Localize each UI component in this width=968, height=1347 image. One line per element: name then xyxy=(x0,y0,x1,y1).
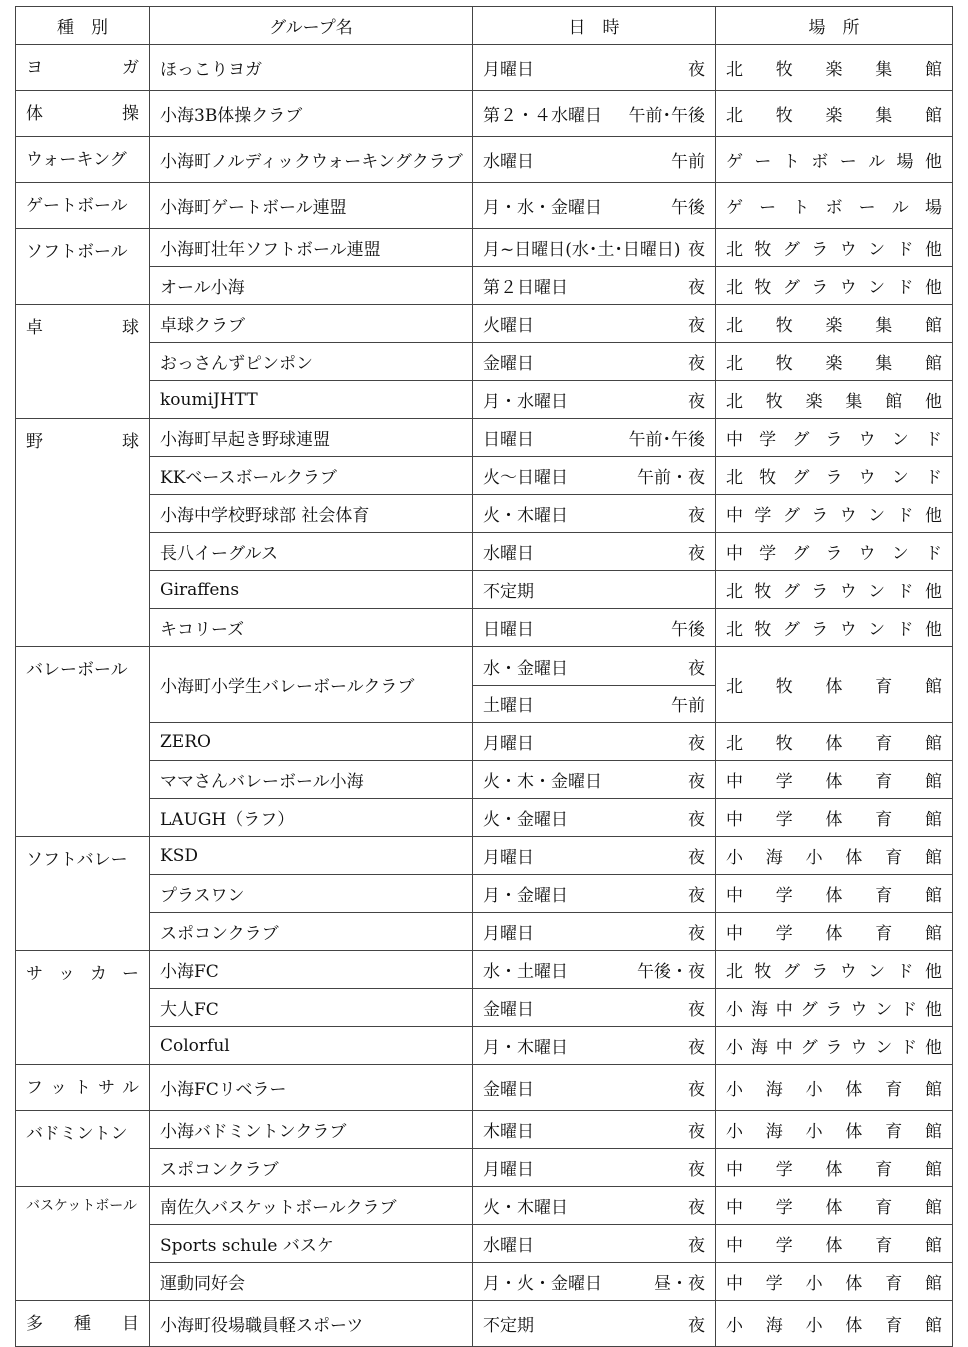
datetime-cell xyxy=(473,609,716,647)
datetime-cell xyxy=(473,1149,716,1187)
place-cell xyxy=(716,951,953,989)
place-label: 小 海 小 体 育 館 xyxy=(726,848,942,868)
place-label: 中 学 グ ラ ウ ン ド 他 xyxy=(726,506,942,526)
group-name-cell: 小海町ノルディックウォーキングクラブ xyxy=(150,137,473,183)
category-label: ゲートボール xyxy=(26,196,128,216)
category-cell xyxy=(16,647,150,837)
day-text: 不定期 xyxy=(483,582,534,602)
category-cell xyxy=(16,183,150,229)
category-cell xyxy=(16,1111,150,1187)
datetime-cell xyxy=(473,457,716,495)
place-cell xyxy=(716,723,953,761)
table-row xyxy=(16,533,953,571)
datetime-cell xyxy=(473,183,716,229)
datetime-cell xyxy=(473,1225,716,1263)
place-cell xyxy=(716,1027,953,1065)
datetime-cell xyxy=(473,1263,716,1301)
group-name-cell: オール小海 xyxy=(150,267,473,305)
day-text: 木曜日 xyxy=(483,1122,534,1142)
place-cell xyxy=(716,91,953,137)
place-cell xyxy=(716,267,953,305)
group-name-cell: LAUGH（ラフ） xyxy=(150,799,473,837)
datetime-cell xyxy=(473,381,716,419)
day-text: 火・木・金曜日 xyxy=(483,772,602,792)
datetime-cell xyxy=(473,305,716,343)
place-label: 中 学 体 育 館 xyxy=(726,924,942,944)
place-label: 北 牧 グ ラ ウ ン ド xyxy=(726,468,942,488)
table-body xyxy=(16,45,953,1347)
day-text: 第２日曜日 xyxy=(483,278,568,298)
place-cell xyxy=(716,1111,953,1149)
group-name-cell: 小海町役場職員軽スポーツ xyxy=(150,1301,473,1347)
place-cell xyxy=(716,799,953,837)
place-label: 北 牧 グ ラ ウ ン ド 他 xyxy=(726,620,942,640)
datetime-cell xyxy=(473,343,716,381)
time-text: 夜 xyxy=(688,772,705,792)
datetime-cell xyxy=(473,1065,716,1111)
time-text: 夜 xyxy=(688,240,705,260)
place-label: 中 学 体 育 館 xyxy=(726,1160,942,1180)
day-text: 土曜日 xyxy=(483,696,534,716)
category-label: バレーボール xyxy=(26,660,128,680)
time-text: 午後・夜 xyxy=(637,962,705,982)
category-cell xyxy=(16,837,150,951)
time-text: 午後 xyxy=(671,620,705,640)
category-label: ソフトバレー xyxy=(26,850,128,870)
day-text: 月・火・金曜日 xyxy=(483,1274,602,1294)
category-cell xyxy=(16,1301,150,1347)
place-cell xyxy=(716,183,953,229)
place-label: 北 牧 楽 集 館 xyxy=(726,106,942,126)
time-text: 夜 xyxy=(688,1236,705,1256)
day-text: 水曜日 xyxy=(483,544,534,564)
time-text: 夜 xyxy=(688,1000,705,1020)
category-label: 多 種 目 xyxy=(26,1314,139,1334)
day-text: 月曜日 xyxy=(483,734,534,754)
table-row xyxy=(16,495,953,533)
day-text: 月曜日 xyxy=(483,1160,534,1180)
table-row xyxy=(16,761,953,799)
table-row xyxy=(16,45,953,91)
time-text: 夜 xyxy=(688,354,705,374)
datetime-cell xyxy=(473,229,716,267)
time-text: 午前･午後 xyxy=(628,430,705,450)
place-label: 中 学 体 育 館 xyxy=(726,886,942,906)
place-label: 北 牧 楽 集 館 xyxy=(726,316,942,336)
datetime-cell xyxy=(473,837,716,875)
table-row xyxy=(16,799,953,837)
day-text: 火～日曜日 xyxy=(483,468,568,488)
day-text: 火・木曜日 xyxy=(483,1198,568,1218)
place-label: 北 牧 グ ラ ウ ン ド 他 xyxy=(726,962,942,982)
table-row xyxy=(16,137,953,183)
table-row xyxy=(16,183,953,229)
place-label: 中 学 グ ラ ウ ン ド xyxy=(726,430,942,450)
place-label: 中 学 体 育 館 xyxy=(726,1236,942,1256)
place-cell xyxy=(716,229,953,267)
place-cell xyxy=(716,571,953,609)
table-row xyxy=(16,91,953,137)
day-text: 不定期 xyxy=(483,1316,534,1336)
datetime-subrow xyxy=(473,685,715,722)
category-cell xyxy=(16,137,150,183)
time-text: 夜 xyxy=(688,60,705,80)
day-text: 金曜日 xyxy=(483,354,534,374)
place-cell xyxy=(716,533,953,571)
day-text: 月曜日 xyxy=(483,60,534,80)
datetime-cell xyxy=(473,1027,716,1065)
table-row xyxy=(16,381,953,419)
group-name-cell: スポコンクラブ xyxy=(150,1149,473,1187)
time-text: 昼・夜 xyxy=(654,1274,705,1294)
place-cell xyxy=(716,343,953,381)
place-cell xyxy=(716,609,953,647)
place-label: 北 牧 体 育 館 xyxy=(726,734,942,754)
category-cell xyxy=(16,1065,150,1111)
datetime-cell xyxy=(473,799,716,837)
day-text: 月曜日 xyxy=(483,924,534,944)
table-row xyxy=(16,913,953,951)
table-row xyxy=(16,951,953,989)
place-cell xyxy=(716,137,953,183)
place-label: 小 海 小 体 育 館 xyxy=(726,1122,942,1142)
table-row xyxy=(16,1065,953,1111)
group-name-cell: 運動同好会 xyxy=(150,1263,473,1301)
datetime-cell xyxy=(473,1187,716,1225)
place-label: 北 牧 楽 集 館 他 xyxy=(726,392,942,412)
group-name-cell: Sports schule バスケ xyxy=(150,1225,473,1263)
header-category: 種 別 xyxy=(16,7,150,45)
place-label: 中 学 体 育 館 xyxy=(726,1198,942,1218)
place-cell xyxy=(716,913,953,951)
place-cell xyxy=(716,419,953,457)
table-row xyxy=(16,229,953,267)
group-name-cell: 小海町壮年ソフトボール連盟 xyxy=(150,229,473,267)
datetime-subrow xyxy=(473,648,715,685)
datetime-cell xyxy=(473,419,716,457)
place-cell xyxy=(716,989,953,1027)
group-name-cell: キコリーズ xyxy=(150,609,473,647)
category-cell xyxy=(16,1187,150,1301)
table-row xyxy=(16,1149,953,1187)
group-name-cell: Colorful xyxy=(150,1027,473,1065)
time-text: 夜 xyxy=(688,316,705,336)
category-label: バスケットボール xyxy=(26,1198,138,1214)
place-label: 小 海 中 グ ラ ウ ン ド 他 xyxy=(726,1038,942,1058)
table-row xyxy=(16,343,953,381)
datetime-cell xyxy=(473,723,716,761)
day-text: 金曜日 xyxy=(483,1000,534,1020)
place-label: 中 学 グ ラ ウ ン ド xyxy=(726,544,942,564)
day-text: 火曜日 xyxy=(483,316,534,336)
place-cell xyxy=(716,305,953,343)
day-text: 月・水・金曜日 xyxy=(483,198,602,218)
group-name-cell: 小海町小学生バレーボールクラブ xyxy=(150,647,473,723)
day-text: 火・木曜日 xyxy=(483,506,568,526)
group-name-cell: 小海FC xyxy=(150,951,473,989)
table-row xyxy=(16,989,953,1027)
place-cell xyxy=(716,1187,953,1225)
day-text: 月・木曜日 xyxy=(483,1038,568,1058)
table-row xyxy=(16,875,953,913)
time-text: 夜 xyxy=(688,924,705,944)
category-label: 野 球 xyxy=(26,432,139,452)
table-row xyxy=(16,1225,953,1263)
category-label: ヨ ガ xyxy=(26,58,139,78)
time-text: 夜 xyxy=(688,886,705,906)
time-text: 夜 xyxy=(688,1038,705,1058)
place-cell xyxy=(716,647,953,723)
group-name-cell: ママさんバレーボール小海 xyxy=(150,761,473,799)
place-label: 北 牧 楽 集 館 xyxy=(726,354,942,374)
time-text: 午前･午後 xyxy=(628,106,705,126)
category-label: バドミントン xyxy=(26,1124,128,1144)
time-text: 夜 xyxy=(688,544,705,564)
category-cell xyxy=(16,951,150,1065)
place-label: 中 学 体 育 館 xyxy=(726,772,942,792)
group-name-cell: 小海バドミントンクラブ xyxy=(150,1111,473,1149)
time-text: 夜 xyxy=(688,1316,705,1336)
place-label: 北 牧 グ ラ ウ ン ド 他 xyxy=(726,582,942,602)
day-text: 月~日曜日(水･土･日曜日) xyxy=(483,240,681,260)
group-name-cell: 南佐久バスケットボールクラブ xyxy=(150,1187,473,1225)
category-label: ウォーキング xyxy=(26,150,127,170)
time-text: 夜 xyxy=(688,734,705,754)
time-text: 夜 xyxy=(688,392,705,412)
group-name-cell: プラスワン xyxy=(150,875,473,913)
datetime-cell xyxy=(473,647,716,723)
place-cell xyxy=(716,761,953,799)
group-name-cell: 小海町早起き野球連盟 xyxy=(150,419,473,457)
group-name-cell: ZERO xyxy=(150,723,473,761)
datetime-cell xyxy=(473,913,716,951)
group-name-cell: ほっこりヨガ xyxy=(150,45,473,91)
datetime-cell xyxy=(473,951,716,989)
place-cell xyxy=(716,1065,953,1111)
table-row xyxy=(16,837,953,875)
place-cell xyxy=(716,1301,953,1347)
table-row xyxy=(16,419,953,457)
day-text: 第２・４水曜日 xyxy=(483,106,602,126)
category-cell xyxy=(16,305,150,419)
datetime-cell xyxy=(473,267,716,305)
group-name-cell: 小海FCリベラー xyxy=(150,1065,473,1111)
day-text: 水曜日 xyxy=(483,152,534,172)
category-label: 卓 球 xyxy=(26,318,139,338)
place-label: 北 牧 グ ラ ウ ン ド 他 xyxy=(726,240,942,260)
day-text: 水曜日 xyxy=(483,1236,534,1256)
table-row xyxy=(16,723,953,761)
day-text: 日曜日 xyxy=(483,430,534,450)
place-label: 小 海 小 体 育 館 xyxy=(726,1080,942,1100)
table-row xyxy=(16,267,953,305)
place-label: ゲ ー ト ボ ー ル 場 xyxy=(726,198,942,218)
table-row xyxy=(16,609,953,647)
group-name-cell: koumiJHTT xyxy=(150,381,473,419)
place-label: 小 海 中 グ ラ ウ ン ド 他 xyxy=(726,1000,942,1020)
table-row xyxy=(16,1027,953,1065)
datetime-cell xyxy=(473,91,716,137)
datetime-cell xyxy=(473,761,716,799)
day-text: 月曜日 xyxy=(483,848,534,868)
header-datetime: 日 時 xyxy=(473,7,716,45)
place-label: 北 牧 楽 集 館 xyxy=(726,60,942,80)
category-cell xyxy=(16,419,150,647)
category-label: サ ッ カ ー xyxy=(26,964,139,984)
group-name-cell: 小海町ゲートボール連盟 xyxy=(150,183,473,229)
clubs-table xyxy=(15,6,953,1347)
table-row xyxy=(16,571,953,609)
group-name-cell: KSD xyxy=(150,837,473,875)
table-row xyxy=(16,1187,953,1225)
datetime-cell xyxy=(473,533,716,571)
time-text: 夜 xyxy=(688,810,705,830)
datetime-cell xyxy=(473,875,716,913)
table-row xyxy=(16,1111,953,1149)
place-cell xyxy=(716,1263,953,1301)
day-text: 月・水曜日 xyxy=(483,392,568,412)
place-cell xyxy=(716,1149,953,1187)
time-text: 夜 xyxy=(688,1198,705,1218)
table-row xyxy=(16,1263,953,1301)
datetime-cell xyxy=(473,989,716,1027)
category-label: 体 操 xyxy=(26,104,139,124)
place-label: 小 海 小 体 育 館 xyxy=(726,1316,942,1336)
table-row xyxy=(16,305,953,343)
place-label: 中 学 小 体 育 館 xyxy=(726,1274,942,1294)
datetime-cell xyxy=(473,45,716,91)
time-text: 夜 xyxy=(688,506,705,526)
place-cell xyxy=(716,45,953,91)
group-name-cell: 卓球クラブ xyxy=(150,305,473,343)
time-text: 夜 xyxy=(688,278,705,298)
group-name-cell: 小海3B体操クラブ xyxy=(150,91,473,137)
time-text: 午前 xyxy=(671,696,705,716)
time-text: 午前・夜 xyxy=(637,468,705,488)
time-text: 夜 xyxy=(688,1080,705,1100)
category-cell xyxy=(16,229,150,305)
place-label: 北 牧 体 育 館 xyxy=(726,677,942,697)
group-name-cell: Giraffens xyxy=(150,571,473,609)
datetime-cell xyxy=(473,495,716,533)
place-label: 北 牧 グ ラ ウ ン ド 他 xyxy=(726,278,942,298)
day-text: 水・金曜日 xyxy=(483,658,568,679)
datetime-cell xyxy=(473,1111,716,1149)
datetime-cell xyxy=(473,1301,716,1347)
place-cell xyxy=(716,457,953,495)
category-label: フ ッ ト サ ル xyxy=(26,1078,139,1098)
table-row xyxy=(16,457,953,495)
group-name-cell: スポコンクラブ xyxy=(150,913,473,951)
datetime-cell xyxy=(473,137,716,183)
place-cell xyxy=(716,381,953,419)
category-cell xyxy=(16,91,150,137)
place-cell xyxy=(716,1225,953,1263)
group-name-cell: 長八イーグルス xyxy=(150,533,473,571)
time-text: 午前 xyxy=(671,152,705,172)
time-text: 夜 xyxy=(688,848,705,868)
place-label: 中 学 体 育 館 xyxy=(726,810,942,830)
place-cell xyxy=(716,495,953,533)
group-name-cell: おっさんずピンポン xyxy=(150,343,473,381)
place-cell xyxy=(716,837,953,875)
table-row xyxy=(16,1301,953,1347)
day-text: 金曜日 xyxy=(483,1080,534,1100)
header-group: グループ名 xyxy=(150,7,473,45)
category-label: ソフトボール xyxy=(26,242,128,262)
group-name-cell: 大人FC xyxy=(150,989,473,1027)
place-cell xyxy=(716,875,953,913)
day-text: 水・土曜日 xyxy=(483,962,568,982)
table-row xyxy=(16,647,953,723)
place-label: ゲ ー ト ボ ー ル 場 他 xyxy=(726,152,942,172)
group-name-cell: 小海中学校野球部 社会体育 xyxy=(150,495,473,533)
day-text: 日曜日 xyxy=(483,620,534,640)
category-cell xyxy=(16,45,150,91)
day-text: 火・金曜日 xyxy=(483,810,568,830)
time-text: 夜 xyxy=(688,1122,705,1142)
header-row xyxy=(16,7,953,45)
time-text: 午後 xyxy=(671,198,705,218)
header-place: 場 所 xyxy=(716,7,953,45)
time-text: 夜 xyxy=(688,658,705,679)
datetime-cell xyxy=(473,571,716,609)
time-text: 夜 xyxy=(688,1160,705,1180)
group-name-cell: KKベースボールクラブ xyxy=(150,457,473,495)
day-text: 月・金曜日 xyxy=(483,886,568,906)
